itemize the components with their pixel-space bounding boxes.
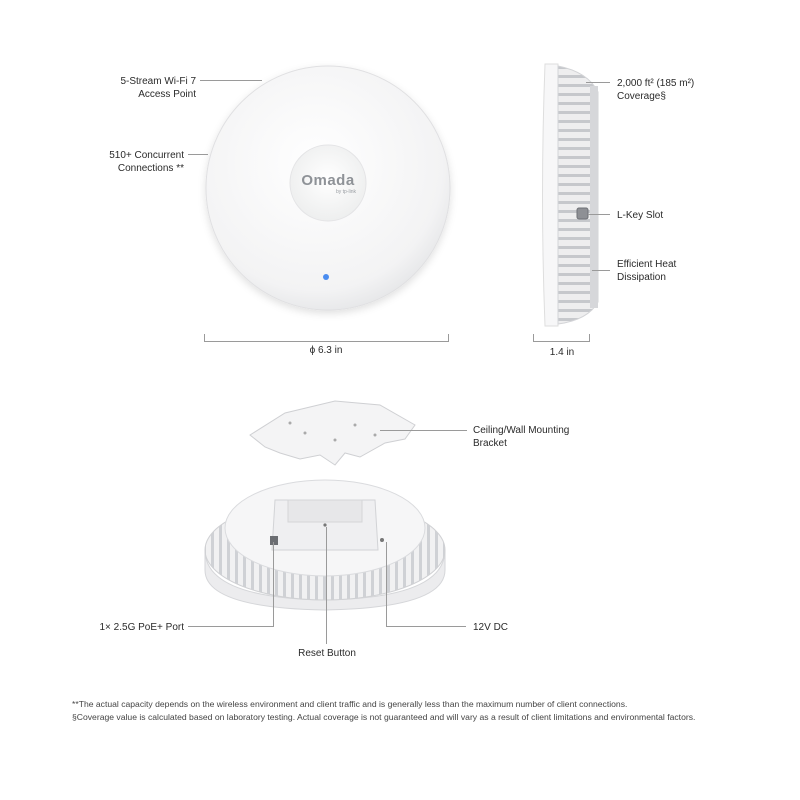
lkey-label: L-Key Slot <box>617 210 664 221</box>
diameter-label: ϕ 6.3 in <box>309 345 343 356</box>
stream-label: 5-Stream Wi-Fi 7 Access Point <box>120 76 196 100</box>
lkey-callout-line <box>588 214 610 215</box>
connections-label: 510+ Concurrent Connections ** <box>109 150 184 174</box>
access-point-bottom-view <box>200 470 450 610</box>
dc-callout-line-v <box>386 542 387 627</box>
reset-callout-line <box>326 527 327 644</box>
coverage-callout-line <box>586 82 610 83</box>
poe-label: 1× 2.5G PoE+ Port <box>99 622 184 633</box>
diameter-tick-left <box>204 334 205 342</box>
status-led-icon <box>323 274 329 280</box>
poe-port-icon <box>270 536 278 545</box>
connections-callout-line <box>188 154 208 155</box>
heat-label: Efficient Heat Dissipation <box>617 259 677 283</box>
poe-callout-line-v <box>273 542 274 627</box>
diameter-dimension-line <box>204 341 449 342</box>
omada-logo <box>292 173 364 195</box>
coverage-label: 2,000 ft² (185 m²) Coverage§ <box>617 78 695 102</box>
logo-sub: by tp-link <box>335 189 356 195</box>
dc-jack-icon <box>380 538 384 542</box>
poe-callout-line-h <box>188 626 273 627</box>
diameter-tick-right <box>448 334 449 342</box>
dc-label: 12V DC <box>473 622 509 633</box>
height-dimension-line <box>533 341 590 342</box>
mounting-bracket <box>245 395 425 470</box>
logo-brand: Omada <box>301 172 355 189</box>
reset-label: Reset Button <box>298 648 356 659</box>
lkey-slot-icon <box>577 208 588 219</box>
footnote-coverage: §Coverage value is calculated based on laboratory testing. Actual coverage is not guaranteed and will vary as a result of client limitations and environmental factors. <box>72 712 696 722</box>
height-label: 1.4 in <box>549 347 575 358</box>
dc-callout-line-h <box>386 626 466 627</box>
height-tick-right <box>589 334 590 342</box>
bracket-callout-line <box>380 430 467 431</box>
footnote-capacity: **The actual capacity depends on the wireless environment and client traffic and is generally less than the maximum number of client connections. <box>72 699 628 709</box>
stream-callout-line <box>200 80 262 81</box>
bracket-label: Ceiling/Wall Mounting Bracket <box>473 425 570 449</box>
height-tick-left <box>533 334 534 342</box>
access-point-side-view <box>540 62 610 332</box>
heat-callout-line <box>592 270 610 271</box>
